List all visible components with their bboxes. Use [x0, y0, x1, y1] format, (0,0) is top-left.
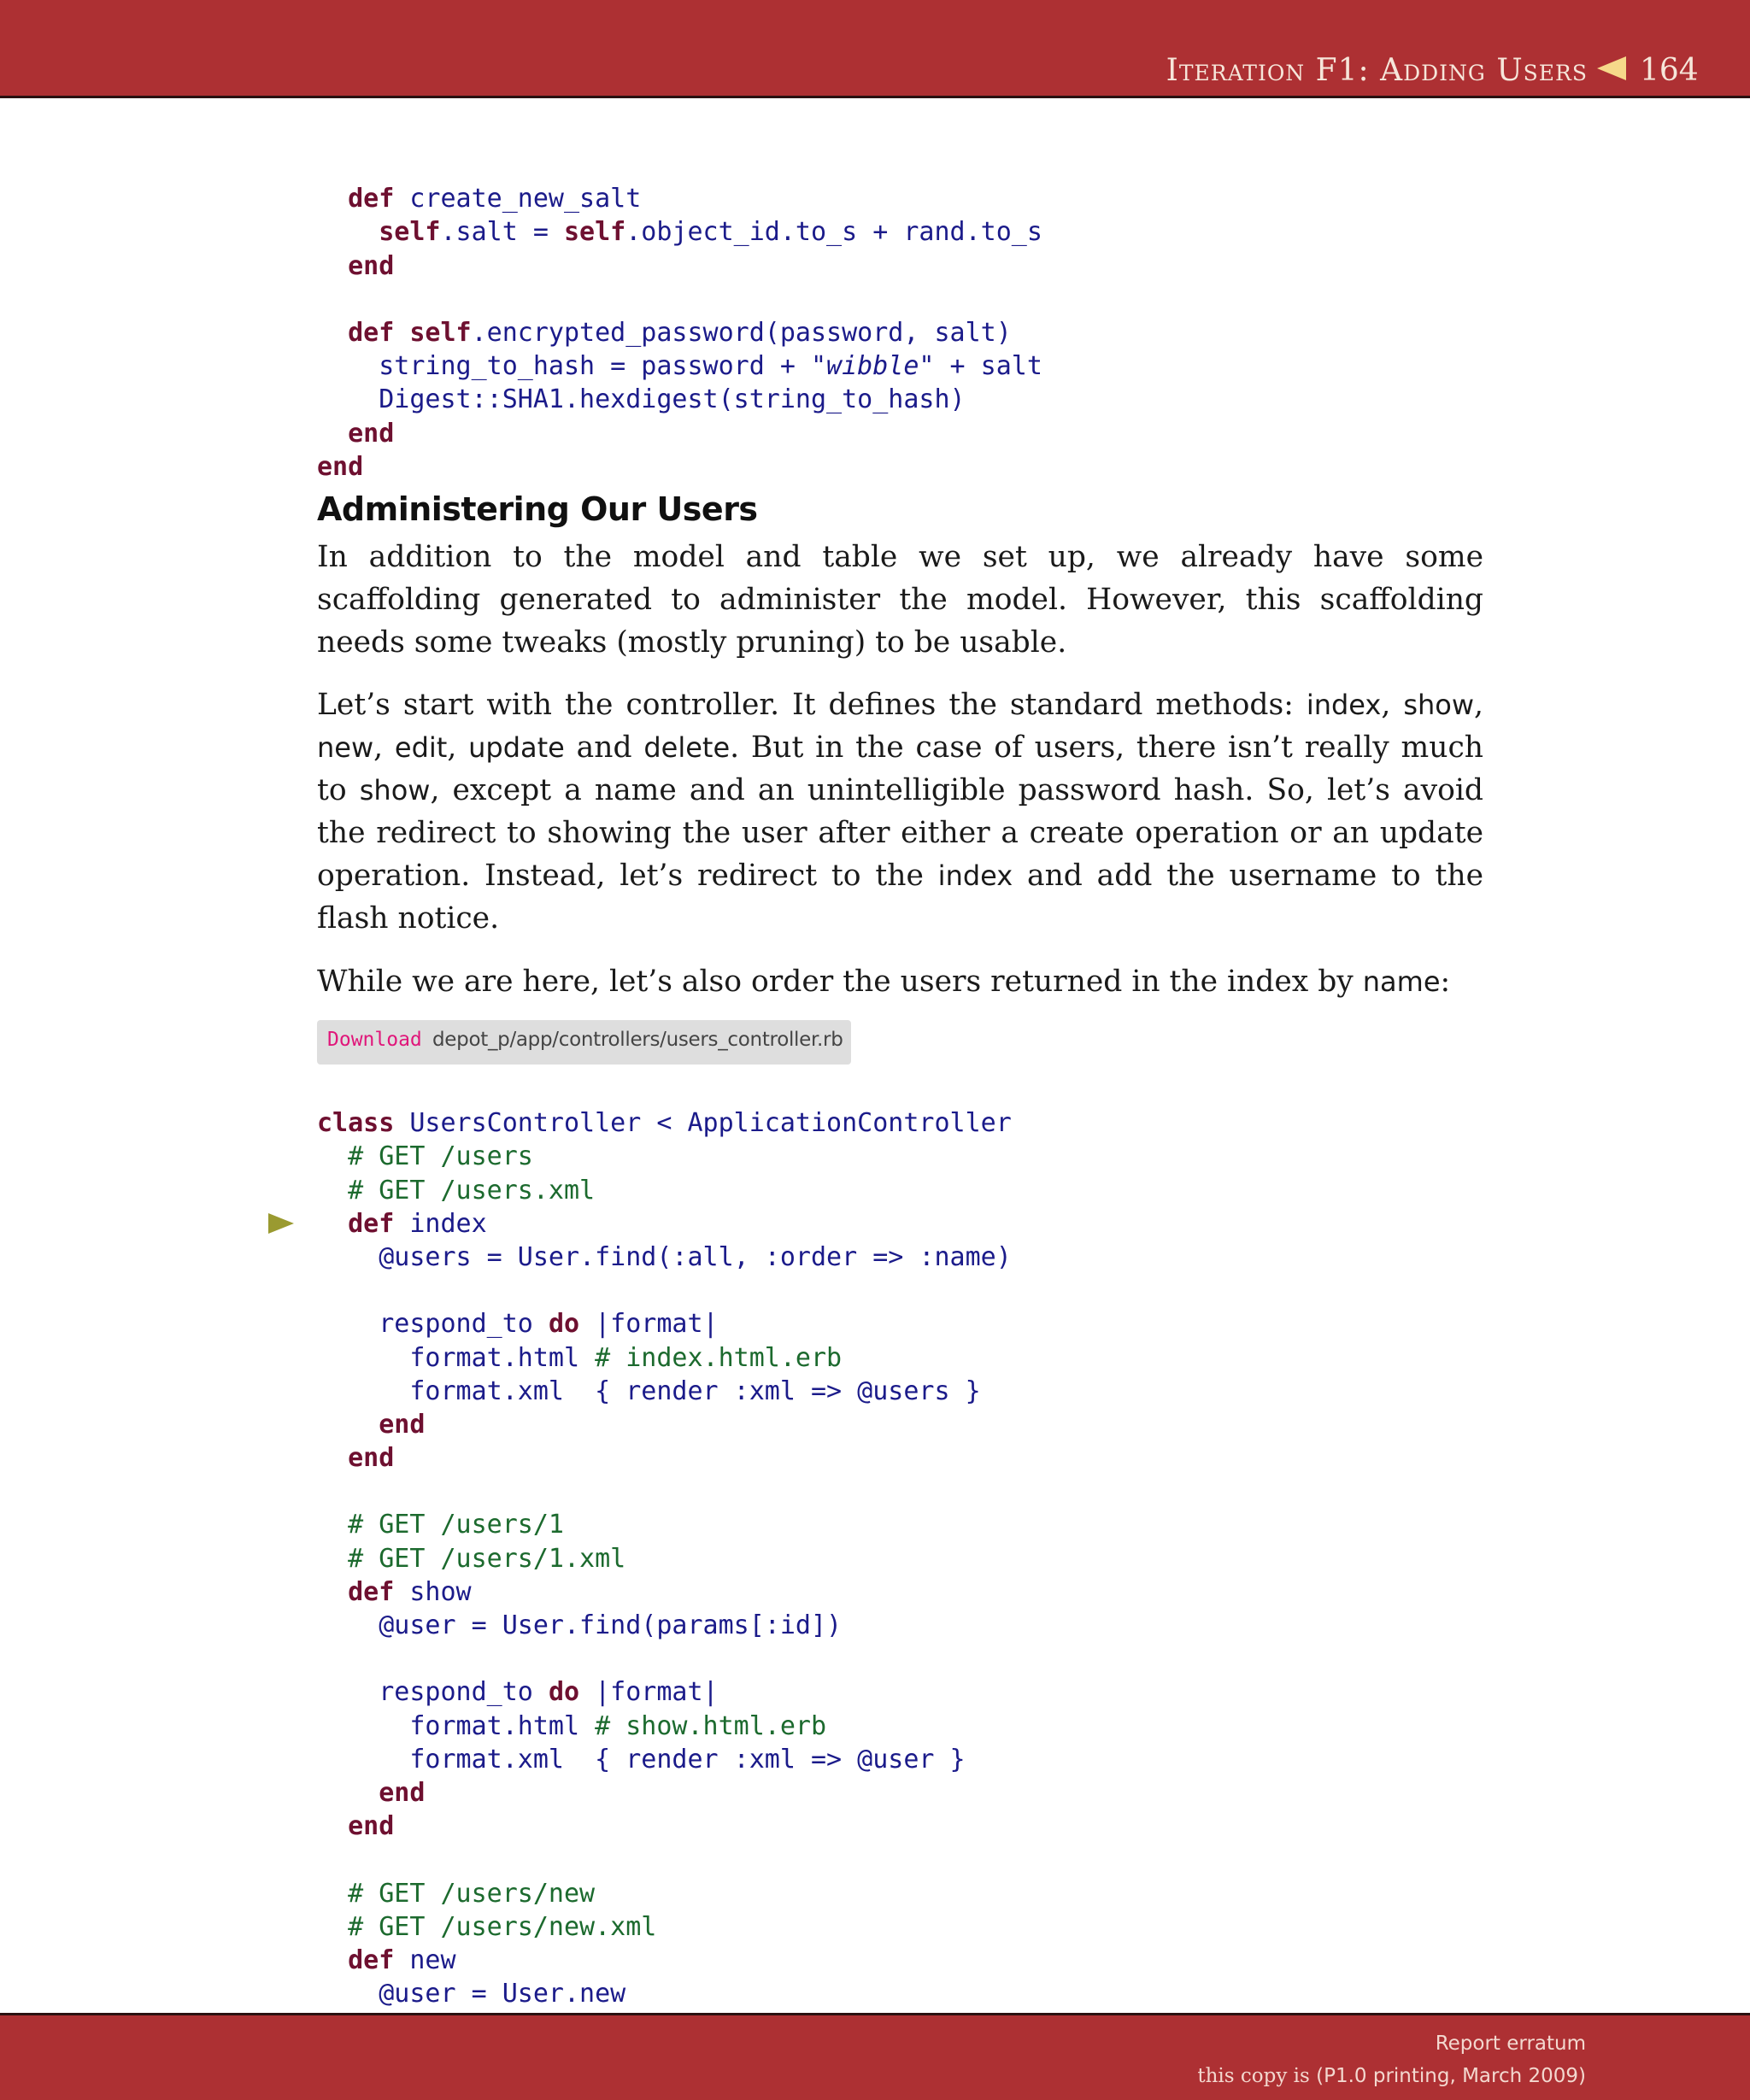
code-line: end [379, 1409, 426, 1440]
download-path: depot_p/app/controllers/users_controller.rb [432, 1029, 843, 1051]
paragraph-intro: In addition to the model and table we set up, we already have some scaffolding generated to administer the model. However, this scaffolding needs some tweaks (mostly pruning) to be usable. [317, 540, 1483, 660]
code-line [317, 1274, 1012, 1307]
code-line: format.html # index.html.erb [317, 1342, 843, 1373]
code-word: show [1403, 689, 1475, 721]
code-word: edit [394, 731, 448, 764]
code-line: class UsersController < ApplicationController [317, 1108, 1012, 1139]
code-line: end [348, 1443, 395, 1474]
code-line: format.xml { render :xml => @users } [317, 1376, 981, 1406]
code-word: delete [643, 731, 731, 764]
code-line: respond_to do |format| [317, 1309, 719, 1340]
code-line: end [317, 451, 364, 482]
code-line: def show [348, 1576, 472, 1607]
page-footer [0, 2013, 1750, 2100]
code-line [317, 1843, 1012, 1876]
code-line: end [348, 418, 395, 449]
code-line [317, 1475, 1012, 1508]
code-line: end [379, 1777, 426, 1808]
code-block-controller [317, 1073, 1012, 2044]
code-line: # GET /users/1 [348, 1510, 564, 1540]
code-line: def create_new_salt [348, 184, 642, 214]
code-line: @users = User.find(:all, :order => :name) [317, 1241, 1012, 1272]
code-line: def new [348, 1945, 456, 1975]
page-header [0, 0, 1750, 98]
code-block-top [317, 149, 1042, 517]
code-line: self.salt = self.object_id.to_s + rand.to_s [379, 217, 1042, 248]
code-line: # GET /users/new [348, 1878, 596, 1909]
code-line: # GET /users.xml [348, 1175, 596, 1205]
code-word: update [468, 731, 565, 764]
code-line: @user = User.new [317, 1979, 626, 2009]
paragraph-order: While we are here, let’s also order the users returned in the index by name: [317, 965, 1451, 999]
download-link[interactable]: Download [327, 1029, 422, 1051]
code-line: format.xml { render :xml => @user } [317, 1744, 966, 1774]
code-line: def self.encrypted_password(password, salt) [348, 317, 1012, 348]
code-word: new [317, 731, 374, 764]
report-erratum-link[interactable]: Report erratum [1435, 2033, 1586, 2055]
code-line: end [348, 250, 395, 281]
code-line: # GET /users/1.xml [348, 1543, 626, 1574]
code-word: index [1306, 689, 1382, 721]
paragraph-controller: Let’s start with the controller. It defines the standard methods: index, show, new, edit, update and delete. But in the case of users, there isn’t really much to show, except a name and an unintelligible password hash. So, let’s avoid the redirect to showing the user after either a create operation or an update operation. Instead, let’s redirect to the index and add the username to the flash notice. [317, 688, 1483, 936]
code-line: string_to_hash = password + "wibble" + salt [317, 351, 1042, 382]
code-line: @user = User.find(params[:id]) [317, 1610, 843, 1641]
download-bar [317, 1020, 851, 1065]
code-line: end [348, 1811, 395, 1842]
copy-notice: this copy is (P1.0 printing, March 2009) [1197, 2065, 1586, 2087]
section-heading: Administering Our Users [317, 490, 758, 528]
code-line: Digest::SHA1.hexdigest(string_to_hash) [317, 384, 966, 415]
back-arrow-icon[interactable] [1597, 56, 1626, 80]
code-line: def index [348, 1208, 487, 1239]
code-word: name [1362, 965, 1441, 998]
code-line [317, 283, 1042, 316]
code-line [317, 1642, 1012, 1675]
code-line: format.html # show.html.erb [317, 1710, 827, 1741]
code-line: # GET /users [348, 1141, 533, 1172]
running-title: Iteration F1: Adding Users [1166, 53, 1588, 88]
code-line: # GET /users/new.xml [348, 1911, 657, 1942]
code-word: show [359, 774, 431, 807]
code-word: index [937, 859, 1013, 892]
changed-line-marker-icon [268, 1213, 294, 1234]
code-line: respond_to do |format| [317, 1677, 719, 1708]
page-number: 164 [1640, 53, 1699, 88]
